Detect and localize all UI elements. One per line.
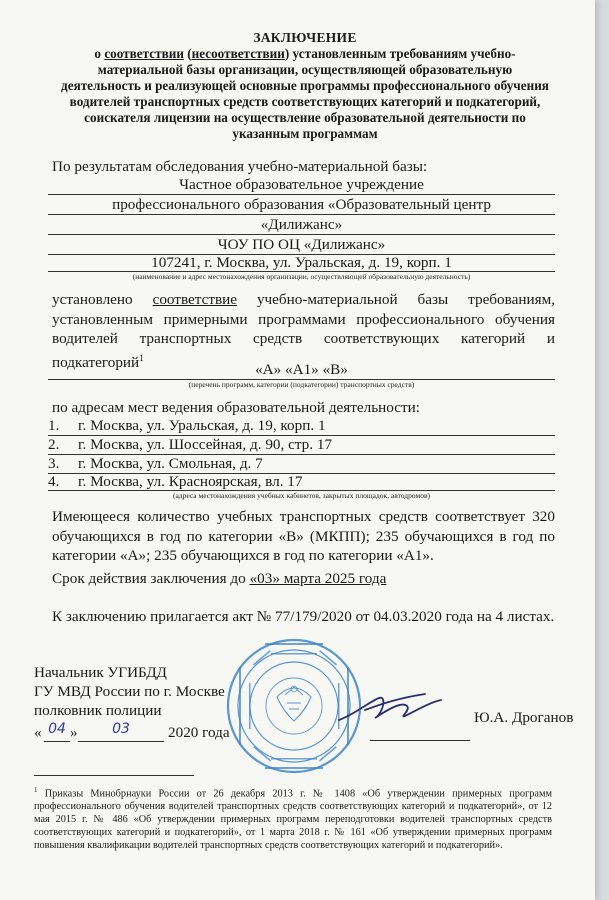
footnote: $^1$ Приказы Минобрнауки России от 26 декабря 2013 г. № 1408 «Об утверждении примерных программ профессионального обучения водителей транспортных средств соответствующих категорий и подкатегорий», от 12 мая 2015 г. № 486 «Об утверждении примерных программ переподготовки водителей транспортных средств соответствующих категорий и подкатегорий», от 1 марта 2018 г. № 161 «Об утверждении примерных программ повышения квалификации водителей транспортных средств соответствующих категорий и подкатегорий». <box>34 786 553 852</box>
org-line-3: «Дилижанс» <box>260 216 343 233</box>
signatory-rank: полковник полиции <box>34 702 162 719</box>
signatory-position-line-2: ГУ МВД России по г. Москве <box>34 683 225 700</box>
title-subject: о соответствии (несоответствии) установленным требованиям учебно- материальной базы организации, осуществляющей образовательную деятельность и реализующей основные программы профессионального обучения водителей транспортных средств соответствующих категорий и подкатегорий, соискателя лицензии на осуществление образовательной деятельности по указанным программам <box>61 46 549 141</box>
established-word: соответствие <box>152 291 238 308</box>
signature-line <box>370 740 470 741</box>
org-line-1: Частное образовательное учреждение <box>179 176 424 193</box>
org-caption: (наименование и адрес местонахождения организации, осуществляющей образовательную деятельность) <box>132 272 471 281</box>
survey-intro: По результатам обследования учебно-материальной базы: <box>52 158 428 175</box>
address-item: 3. г. Москва, ул. Смольная, д. 7 <box>48 455 263 472</box>
org-address: 107241, г. Москва, ул. Уральская, д. 19, корп. 1 <box>151 254 452 271</box>
programs-value: «А» «А1» «В» <box>255 361 348 378</box>
footnote-separator <box>34 775 194 776</box>
date-month-line <box>78 741 164 742</box>
date-quote-close: » <box>70 724 78 741</box>
date-year: 2020 года <box>168 724 230 741</box>
org-short-name: ЧОУ ПО ОЦ «Дилижанс» <box>217 236 386 253</box>
footnote-ref: 1 <box>139 352 144 363</box>
signatory-position-line-1: Начальник УГИБДД <box>34 664 167 681</box>
address-item: 4. г. Москва, ул. Красноярская, вл. 17 <box>48 473 303 490</box>
date-month-handwritten: 03 <box>112 721 130 737</box>
title-nonconformity-word: несоответствии <box>191 46 285 61</box>
validity-line: Срок действия заключения до «03» марта 2025 года <box>52 570 387 587</box>
signatory-name: Ю.А. Дроганов <box>474 709 574 726</box>
established-paragraph: установлено соответствие учебно-материальной базы требованиям, установленным примерными программами профессионального обучения водителей транспортных средств соответствующих категорий и подкатегорий$^1$ <box>52 291 555 371</box>
programs-caption: (перечень программ, категории (подкатегории) транспортных средств) <box>188 380 415 389</box>
handwritten-signature <box>335 684 445 734</box>
validity-date: «03» марта 2025 года <box>249 570 387 587</box>
attachment-line: К заключению прилагается акт № 77/179/2020 от 04.03.2020 года на 4 листах. <box>52 608 555 625</box>
title-conformity-word: соответствии <box>104 46 184 61</box>
date-day-line <box>44 741 70 742</box>
date-day-handwritten: 04 <box>48 721 66 737</box>
title-heading: ЗАКЛЮЧЕНИЕ <box>253 30 357 45</box>
address-item: 2. г. Москва, ул. Шоссейная, д. 90, стр. 17 <box>48 436 333 453</box>
addresses-caption: (адреса местонахождения учебных кабинетов, закрытых площадок, автодромов) <box>172 491 431 500</box>
vehicles-paragraph: Имеющееся количество учебных транспортных средств соответствует 320 обучающихся в год по категории «В» (МКПП); 235 обучающихся в год по категории «А»; 235 обучающихся в год по категории «А1». <box>52 508 555 564</box>
address-item: 1. г. Москва, ул. Уральская, д. 19, корп. 1 <box>48 417 326 434</box>
date-quote-open: « <box>34 724 42 741</box>
org-line-2: профессионального образования «Образовательный центр <box>112 196 491 213</box>
addresses-intro: по адресам мест ведения образовательной деятельности: <box>52 399 420 416</box>
document-title <box>60 30 550 142</box>
